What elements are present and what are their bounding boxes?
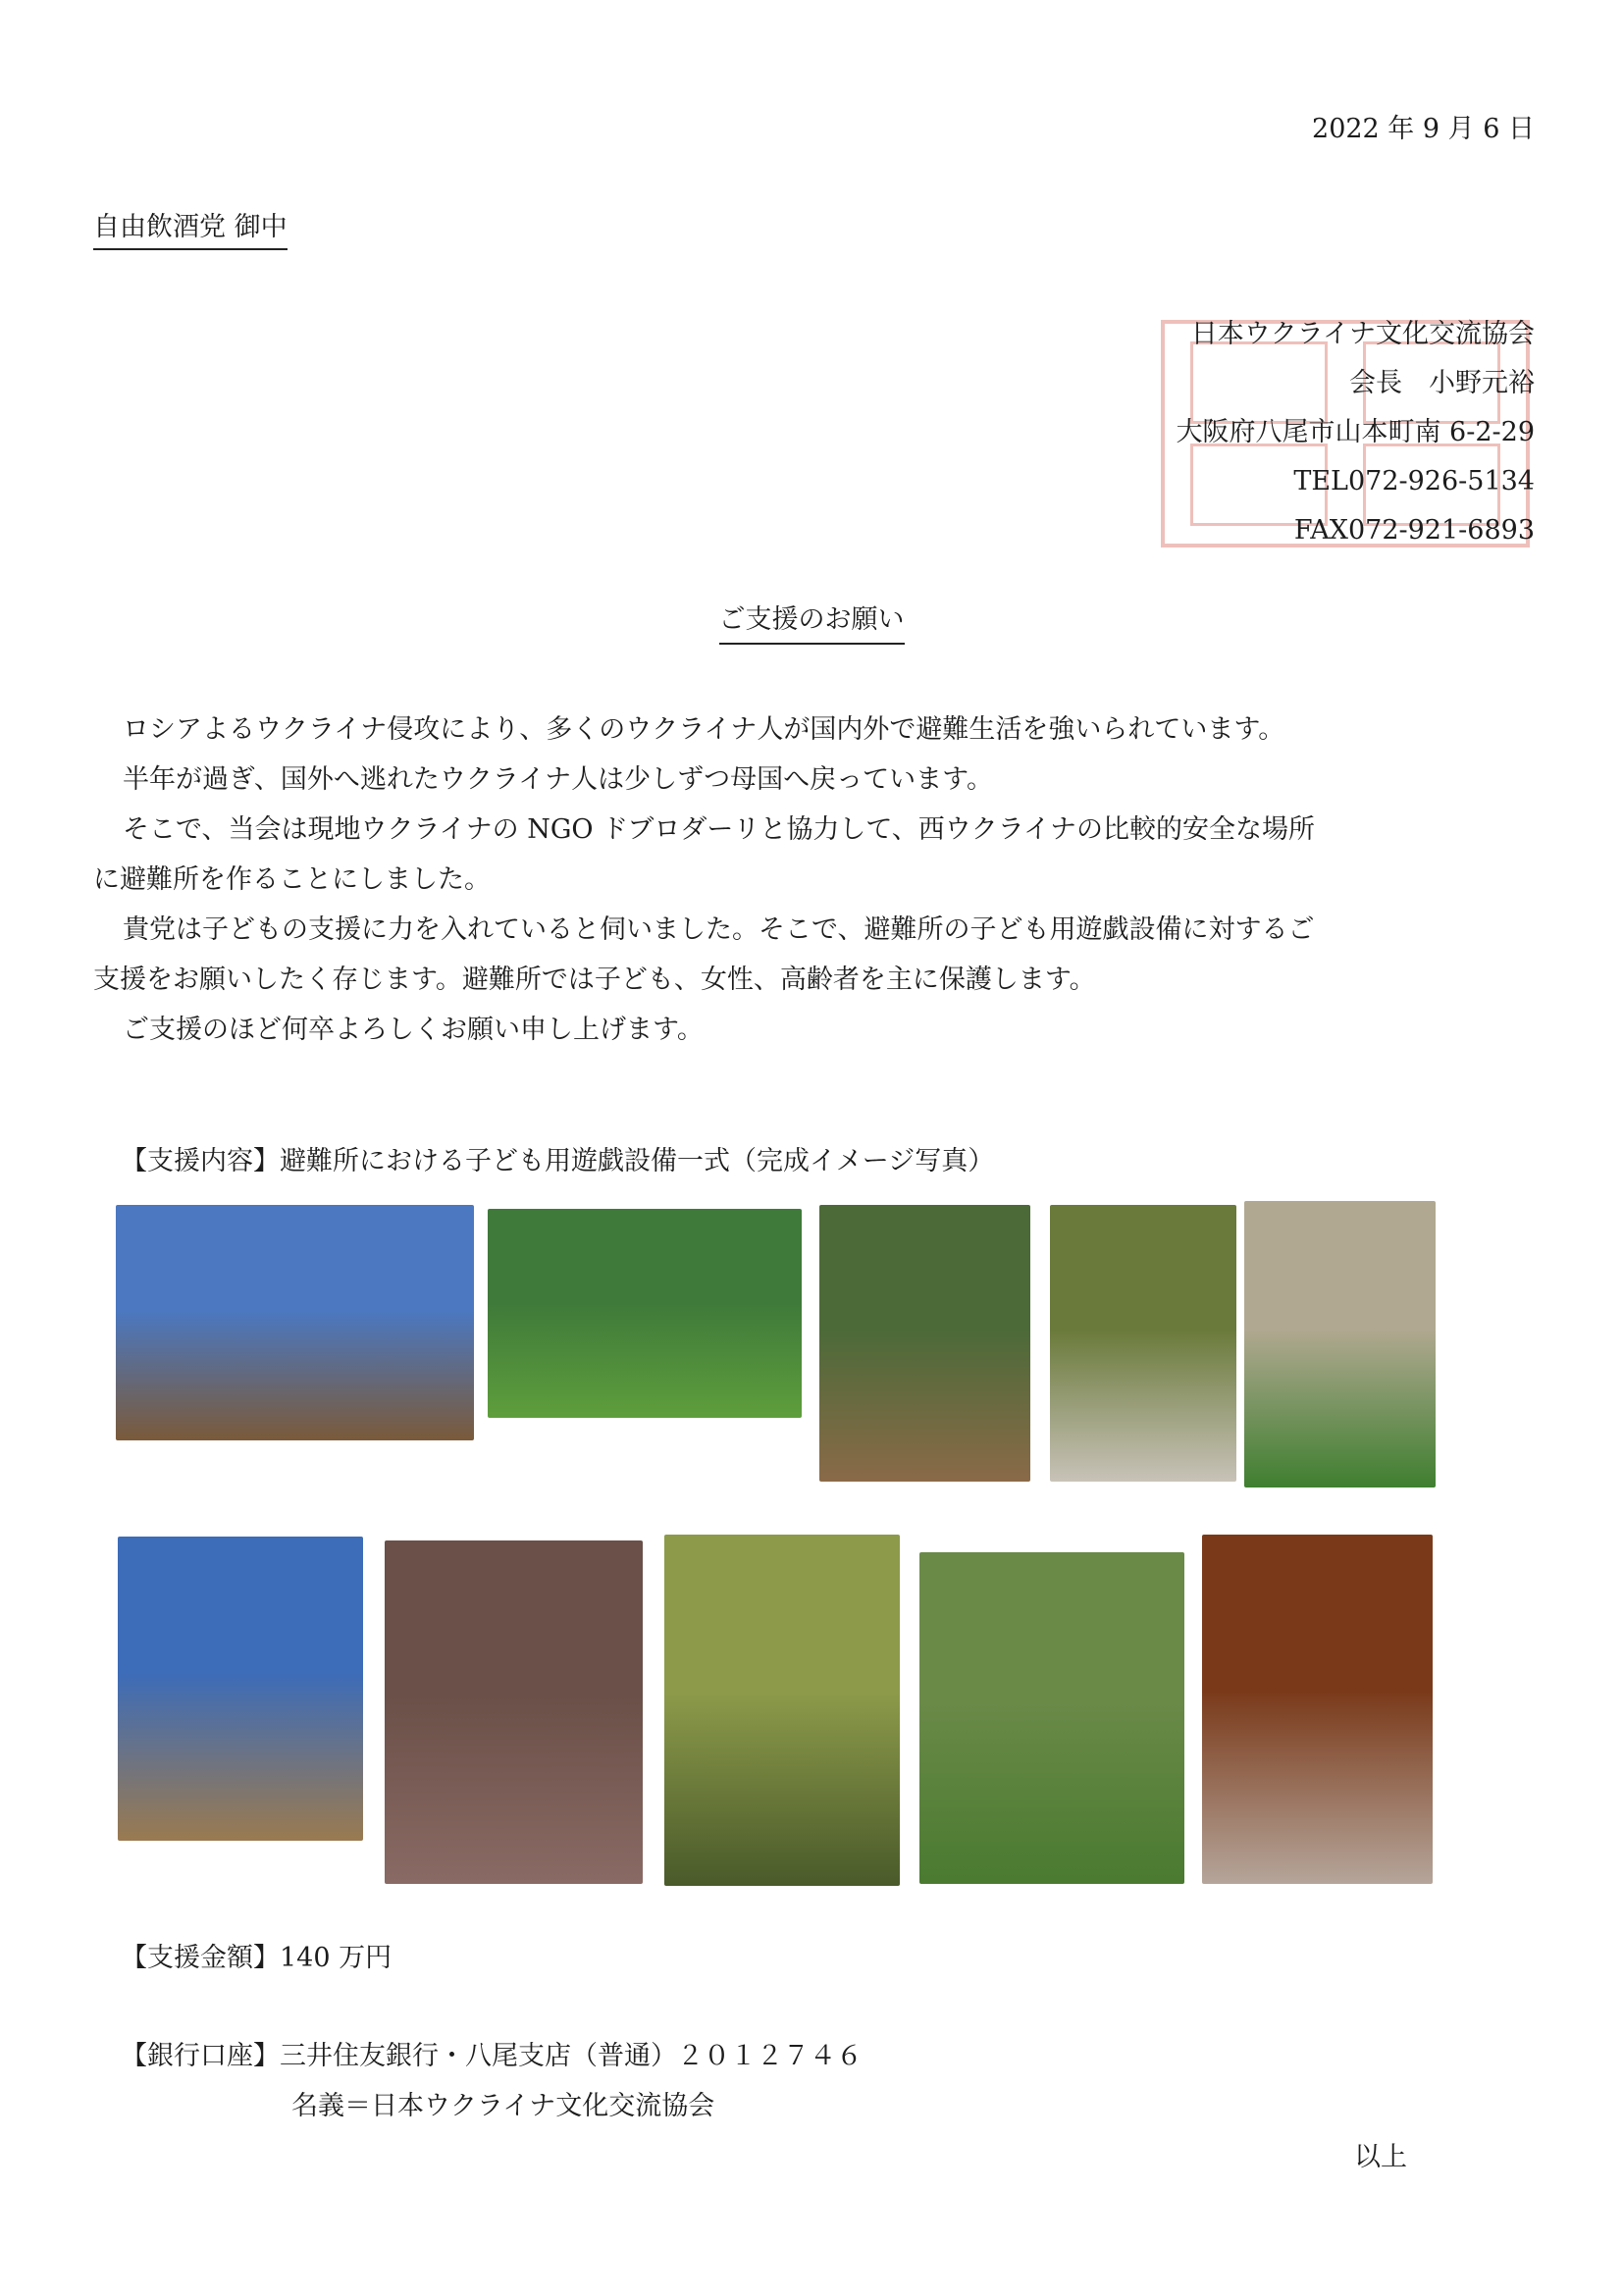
sender-fax: FAX072-921-6893: [1293, 515, 1535, 546]
body-paragraph: そこで、当会は現地ウクライナの NGO ドブロダーリと協力して、西ウクライナの比較的安全な場所: [123, 814, 1315, 845]
letter-date: 2022 年 9 月 6 日: [1312, 114, 1535, 144]
sender-block: [1176, 310, 1535, 555]
log-swing-photo: [116, 1205, 474, 1440]
letter-body: [93, 704, 1487, 1055]
bank-account: 【銀行口座】三井住友銀行・八尾支店（普通）２０１２７４６: [121, 2041, 863, 2071]
rope-carousel-photo: [118, 1537, 363, 1841]
sender-organization: 日本ウクライナ文化交流協会: [1190, 319, 1535, 349]
straw-slide-photo: [1050, 1205, 1236, 1482]
body-paragraph: に避難所を作ることにしました。: [93, 864, 491, 895]
subject-title: [0, 606, 1623, 633]
sender-address: 大阪府八尾市山本町南 6-2-29: [1176, 417, 1535, 447]
body-paragraph: 支援をお願いしたく存じます。避難所では子ども、女性、高齢者を主に保護します。: [93, 965, 1096, 995]
closing-word: 以上: [1354, 2142, 1407, 2172]
body-paragraph: ロシアよるウクライナ侵攻により、多くのウクライナ人が国内外で避難生活を強いられています。: [123, 714, 1285, 745]
account-holder: 名義＝日本ウクライナ文化交流協会: [291, 2091, 715, 2121]
support-amount: 【支援金額】140 万円: [121, 1943, 393, 1973]
forest-slide-photo: [1202, 1535, 1433, 1884]
addressee: 自由飲酒党 御中: [93, 214, 288, 250]
log-tunnel-photo: [488, 1209, 802, 1418]
climbing-posts-photo: [819, 1205, 1030, 1482]
sender-representative: 会長 小野元裕: [1349, 368, 1535, 398]
support-content-heading: 【支援内容】避難所における子ども用遊戯設備一式（完成イメージ写真）: [121, 1146, 995, 1176]
body-paragraph: 半年が過ぎ、国外へ逃れたウクライナ人は少しずつ母国へ戻っています。: [123, 764, 993, 795]
sender-tel: TEL072-926-5134: [1293, 466, 1535, 496]
treehouse-photo: [664, 1535, 900, 1886]
maypole-swing-photo: [919, 1552, 1184, 1884]
slingshot-swing-photo: [1244, 1201, 1436, 1487]
woven-huts-photo: [385, 1540, 643, 1884]
subject-text: ご支援のお願い: [719, 604, 905, 645]
body-paragraph: ご支援のほど何卒よろしくお願い申し上げます。: [123, 1015, 704, 1045]
body-paragraph: 貴党は子どもの支援に力を入れていると伺いました。そこで、避難所の子ども用遊戯設備に対するご: [123, 914, 1315, 945]
